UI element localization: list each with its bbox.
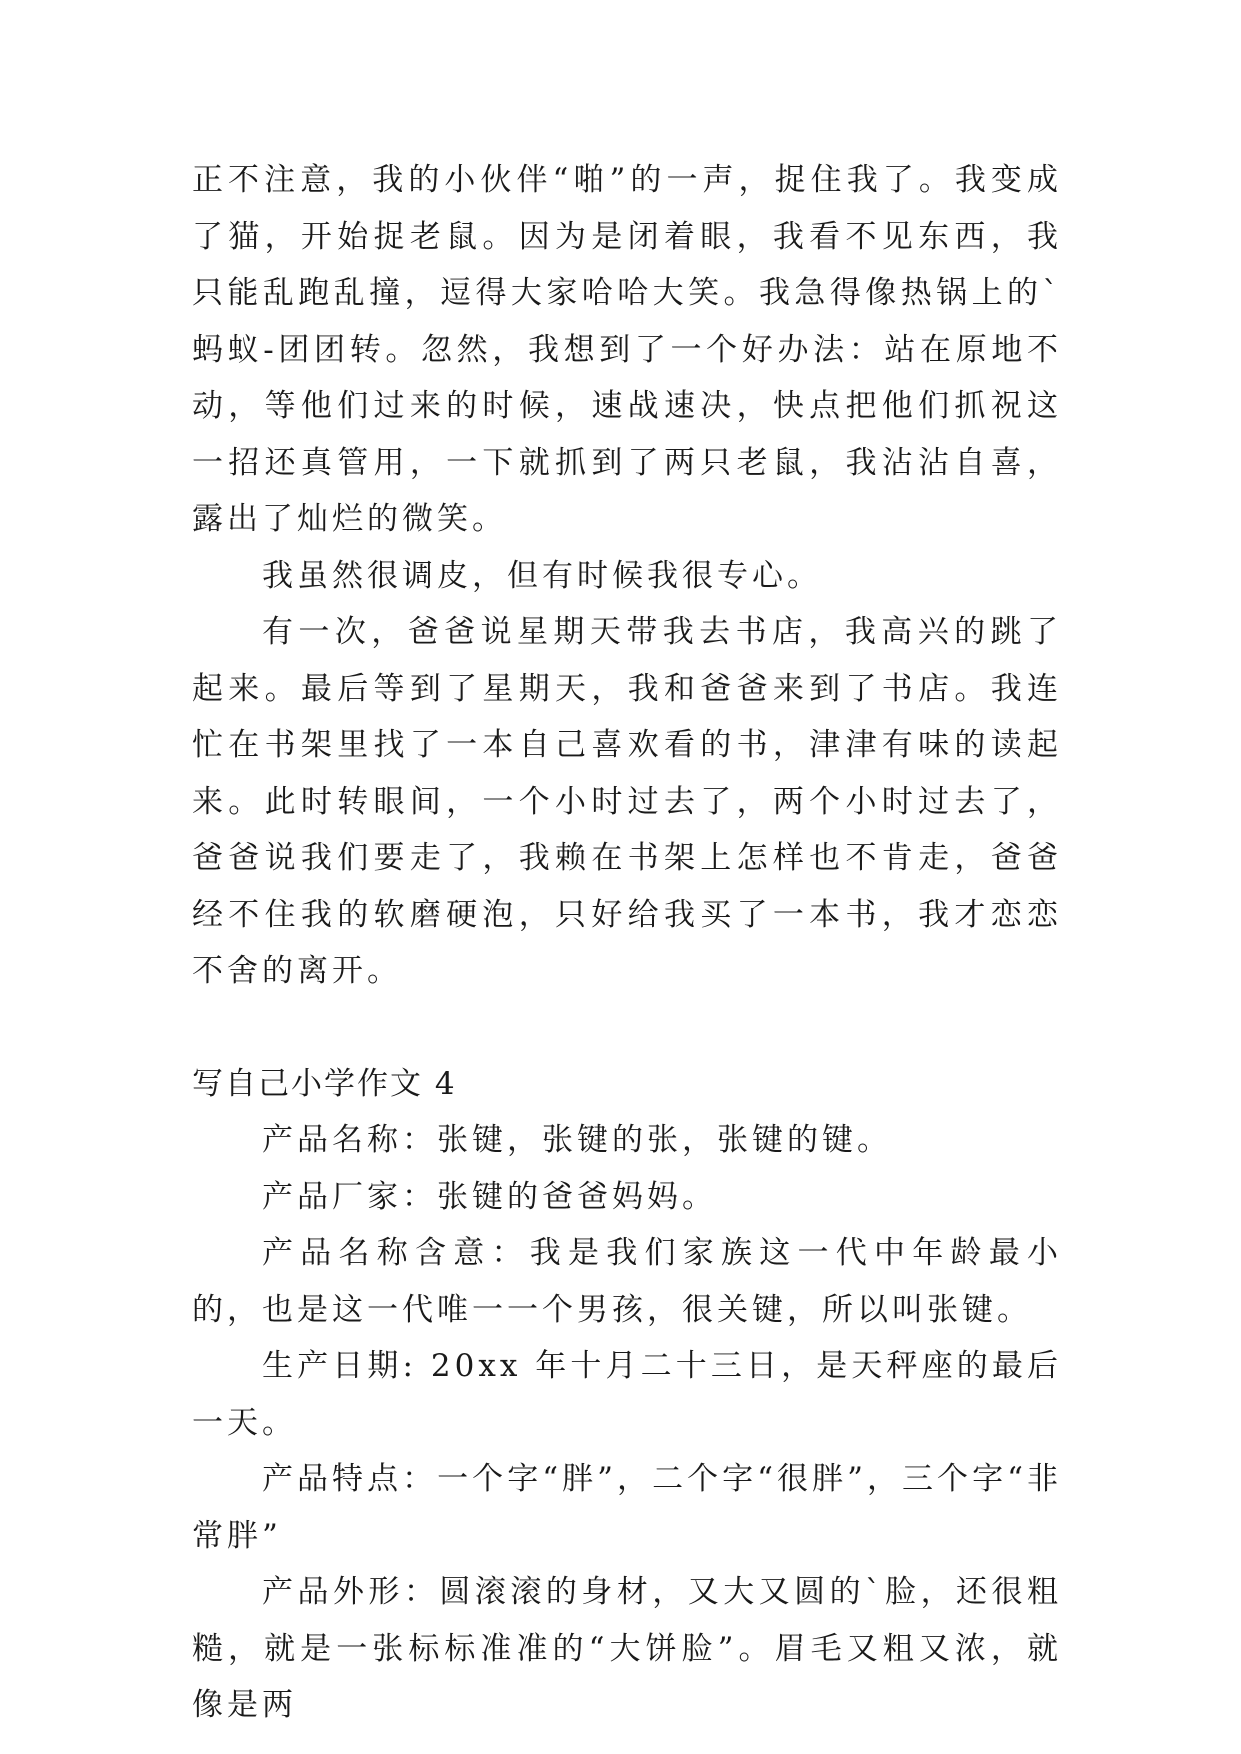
- paragraph-product-appearance: 产品外形：圆滚滚的身材，又大又圆的`脸，还很粗糙，就是一张标标准准的“大饼脸”。眉毛又粗又浓，就像是两: [192, 1574, 1062, 1723]
- paragraph-product-features: 产品特点：一个字“胖”，二个字“很胖”，三个字“非常胖”: [192, 1461, 1062, 1554]
- paragraph-naughty-but-focused: 我虽然很调皮，但有时候我很专心。: [262, 557, 822, 594]
- paragraph-spacer: [192, 1000, 1062, 1056]
- document-body: [192, 152, 1062, 1734]
- paragraph-bookstore: 有一次，爸爸说星期天带我去书店，我高兴的跳了起来。最后等到了星期天，我和爸爸来到了书店。我连忙在书架里找了一本自己喜欢看的书，津津有味的读起来。此时转眼间，一个小时过去了，两个小时过去了，爸爸说我们要走了，我赖在书架上怎样也不肯走，爸爸经不住我的软磨硬泡，只好给我买了一本书，我才恋恋不舍的离开。: [192, 614, 1062, 989]
- paragraph-cat-and-mouse-game: 正不注意，我的小伙伴“啪”的一声，捉住我了。我变成了猫，开始捉老鼠。因为是闭着眼，我看不见东西，我只能乱跑乱撞，逗得大家哈哈大笑。我急得像热锅上的`蚂蚁-团团转。忽然，我想到了一个好办法：站在原地不动，等他们过来的时候，速战速决，快点把他们抓祝这一招还真管用，一下就抓到了两只老鼠，我沾沾自喜，露出了灿烂的微笑。: [192, 162, 1062, 537]
- paragraph-product-name: 产品名称：张键，张键的张，张键的键。: [262, 1122, 892, 1158]
- paragraph-production-date: 生产日期: 20xx 年十月二十三日，是天秤座的最后一天。: [192, 1348, 1062, 1441]
- paragraph-name-meaning: 产品名称含意：我是我们家族这一代中年龄最小的，也是这一代唯一一个男孩，很关键，所以叫张键。: [192, 1235, 1062, 1328]
- paragraph-product-maker: 产品厂家：张键的爸爸妈妈。: [262, 1178, 717, 1215]
- section-title: 写自己小学作文 4: [192, 1065, 457, 1102]
